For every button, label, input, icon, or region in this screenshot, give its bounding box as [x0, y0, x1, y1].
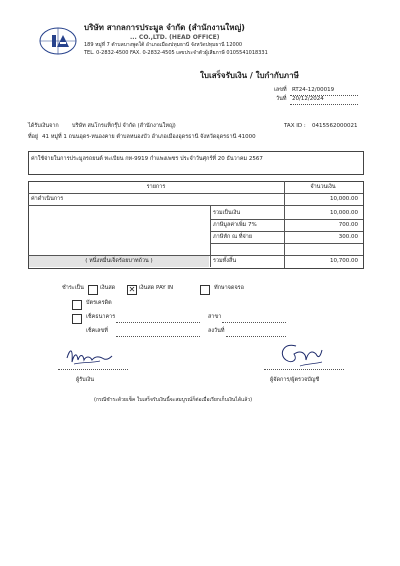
grand-total-amount: 10,700.00 — [330, 258, 358, 264]
company-name-en: ... CO.,LTD. (HEAD OFFICE) — [130, 34, 220, 41]
doc-date: 20/12/2024 — [292, 96, 324, 102]
cheque-no-line — [116, 336, 200, 337]
document-title: ใบเสร็จรับเงิน / ใบกำกับภาษี — [200, 71, 299, 80]
address-label: ที่อยู่ — [28, 134, 39, 140]
check-mark-icon: ✕ — [128, 285, 136, 294]
totals-divider-2 — [210, 231, 363, 232]
authorized-signature-icon — [276, 340, 328, 370]
withholding-label: ภาษีหัก ณ ที่จ่าย — [213, 234, 253, 240]
received-from: บริษัท สนโกรแท็กรุ๊ป จำกัด (สำนักงานใหญ่) — [72, 123, 176, 129]
table-header-divider — [28, 193, 363, 194]
branch-line — [222, 322, 286, 323]
tax-id: 0415562000021 — [312, 123, 358, 129]
column-header-item: รายการ — [146, 184, 166, 190]
grand-total-label: รวมทั้งสิ้น — [213, 258, 237, 264]
cheque-date-line — [226, 336, 286, 337]
credit-card-label: บัตรเครดิต — [86, 300, 112, 306]
table-row-item: ค่าดำเนินการ — [31, 196, 64, 202]
table-row-amount: 10,000.00 — [330, 196, 358, 202]
checkbox-cash[interactable] — [88, 285, 98, 295]
checkbox-payin[interactable] — [127, 285, 137, 295]
cash-label: เงินสด — [100, 285, 116, 291]
doc-number: RT24-12/00019 — [292, 87, 335, 93]
doc-date-label: วันที่ — [276, 96, 287, 102]
customer-address: 41 หมู่ที่ 1 ถนนอุดร-หนองคาย ตำบลหนองบัว อำเภอเมืองอุดรธานี จังหวัดอุดรธานี 41000 — [42, 134, 256, 140]
doc-date-line — [290, 104, 358, 105]
authorized-label: ผู้จัดการ/ผู้ตรวจบัญชี — [270, 377, 320, 383]
receiver-label: ผู้รับเงิน — [76, 377, 94, 383]
receiver-signature-icon — [64, 346, 114, 368]
amount-in-words: ( หนึ่งหมื่นเจ็ดร้อยบาทถ้วน ) — [85, 258, 153, 264]
reference-box — [28, 151, 364, 175]
payin-label: เงินสด PAY IN — [139, 285, 174, 291]
subtotal-amount: 10,000.00 — [330, 210, 358, 216]
totals-divider-1 — [210, 219, 363, 220]
subtotal-label: รวมเป็นเงิน — [213, 210, 241, 216]
totals-left-divider — [210, 205, 211, 267]
receiver-signature-line — [58, 369, 128, 370]
checkbox-credit-card[interactable] — [72, 300, 82, 310]
branch-label: สาขา — [208, 314, 222, 320]
cheque-bank-label: เช็คธนาคาร — [86, 314, 116, 320]
transfer-label: ทักษาจดจรอ — [214, 285, 244, 291]
cheque-date-label: ลงวันที่ — [208, 328, 225, 334]
doc-number-label: เลขที่ — [274, 87, 287, 93]
column-header-amount: จำนวนเงิน — [310, 184, 336, 190]
totals-divider-3 — [210, 243, 363, 244]
table-row-divider — [28, 205, 363, 206]
company-name-th: บริษัท สากลการประมูล จำกัด (สำนักงานใหญ่) — [84, 23, 245, 32]
cheque-bank-line — [116, 322, 200, 323]
checkbox-transfer[interactable] — [200, 285, 210, 295]
vat-amount: 700.00 — [338, 222, 358, 228]
cheque-no-label: เช็คเลขที่ — [86, 328, 108, 334]
company-logo — [38, 26, 82, 56]
reference-text: ค่าใช้จ่ายในการประมูลรถยนต์ ทะเบียน กท-9919 กำแพงเพชร ประจำวันศุกร์ที่ 20 ธันวาคม 2567 — [31, 156, 263, 162]
company-contact: TEL. 0-2832-4500 FAX. 0-2832-4505 เลขประจำตัวผู้เสียภาษี 0105541018331 — [84, 50, 268, 56]
payment-label: ชำระเป็น — [62, 285, 84, 291]
authorized-signature-line — [264, 369, 344, 370]
footnote: (กรณีชำระด้วยเช็ค ใบเสร็จรับเงินนี้จะสมบูรณ์ก็ต่อเมื่อเรียกเก็บเงินได้แล้ว) — [94, 397, 253, 403]
tax-id-label: TAX ID : — [284, 123, 306, 129]
vat-label: ภาษีมูลค่าเพิ่ม 7% — [213, 222, 257, 228]
checkbox-cheque[interactable] — [72, 314, 82, 324]
received-from-label: ได้รับเงินจาก — [28, 123, 59, 129]
withholding-amount: 300.00 — [338, 234, 358, 240]
company-address: 189 หมู่ที่ 7 ตำบลบางพูดใต้ อำเภอเมืองปทุมธานี จังหวัดปทุมธานี 12000 — [84, 42, 243, 48]
